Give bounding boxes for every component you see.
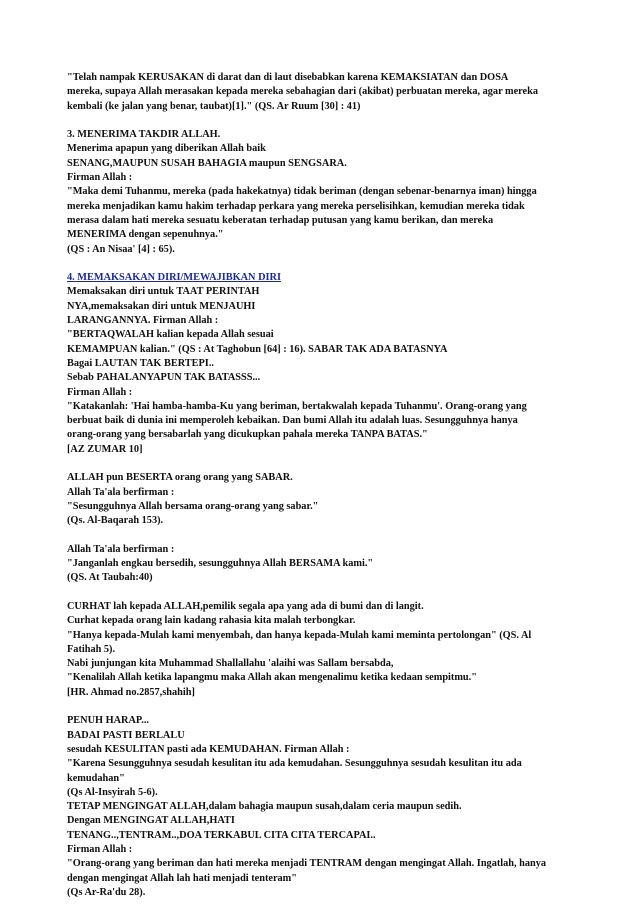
text-line: BADAI PASTI BERLALU [67,729,185,741]
text-line: dengan mengingat Allah lah hati menjadi tenteram" [67,872,297,884]
text-line: Dengan MENGINGAT ALLAH,HATI [67,815,235,827]
text-line: mereka, supaya Allah merasakan kepada mereka sebahagian dari (akibat) perbuatan mereka, agar mereka [67,86,539,98]
text-line: PENUH HARAP... [67,715,149,727]
text-line: sesudah KESULITAN pasti ada KEMUDAHAN. Firman Allah : [67,743,350,755]
text-line: "Katakanlah: 'Hai hamba-hamba-Ku yang beriman, bertakwalah kepada Tuhanmu'. Orang-orang yang [67,400,527,412]
text-line: Allah Ta'ala berfirman : [67,486,175,498]
text-line: Nabi junjungan kita Muhammad Shallallahu 'alaihi was Sallam bersabda, [67,658,394,670]
paragraph [67,71,572,114]
text-line: Firman Allah : [67,386,133,398]
text-line: [AZ ZUMAR 10] [67,443,143,455]
text-line: Curhat kepada orang lain kadang rahasia kita malah terbongkar. [67,615,356,627]
text-line: "BERTAQWALAH kalian kepada Allah sesuai [67,329,274,341]
text-line: orang-orang yang bersabarlah yang dicukupkan pahala mereka TANPA BATAS." [67,429,428,441]
text-line: "Maka demi Tuhanmu, mereka (pada hakekatnya) tidak beriman (dengan sebenar-benarnya iman) hingga [67,186,537,198]
paragraph [67,600,572,700]
text-line: Allah Ta'ala berfirman : [67,543,175,555]
text-line: Memaksakan diri untuk TAAT PERINTAH [67,286,260,298]
paragraph [67,714,572,900]
text-line: 3. MENERIMA TAKDIR ALLAH. [67,129,221,141]
text-line: "Orang-orang yang beriman dan hati mereka menjadi TENTRAM dengan mengingat Allah. Ingatlah, hanya [67,858,547,870]
text-line: "Janganlah engkau bersedih, sesungguhnya Allah BERSAMA kami." [67,558,374,570]
text-line: TENANG..,TENTRAM..,DOA TERKABUL CITA CITA TERCAPAI.. [67,829,376,841]
paragraph [67,271,572,457]
text-line: (Qs. Al-Baqarah 153). [67,515,164,527]
text-line: MENERIMA dengan sepenuhnya." [67,229,224,241]
text-line: CURHAT lah kepada ALLAH,pemilik segala apa yang ada di bumi dan di langit. [67,600,424,612]
text-line: SENANG,MAUPUN SUSAH BAHAGIA maupun SENGSARA. [67,157,347,169]
text-line: NYA,memaksakan diri untuk MENJAUHI [67,300,256,312]
text-line: "Hanya kepada-Mulah kami menyembah, dan hanya kepada-Mulah kami meminta pertolongan" (QS. Al [67,629,532,641]
text-line: Firman Allah : [67,844,133,856]
text-line: Bagai LAUTAN TAK BERTEPI.. [67,357,214,369]
text-line: Sebab PAHALANYAPUN TAK BATASSS... [67,372,261,384]
text-line: (QS : An Nisaa' [4] : 65). [67,243,175,255]
text-line: KEMAMPUAN kalian." (QS : At Taghobun [64] : 16). SABAR TAK ADA BATASNYA [67,343,448,355]
text-line: berbuat baik di dunia ini memperoleh kebaikan. Dan bumi Allah itu adalah luas. Sesungguhnya hanya [67,415,518,427]
text-line: "Telah nampak KERUSAKAN di darat dan di laut disebabkan karena KEMAKSIATAN dan DOSA [67,72,509,83]
text-line: ALLAH pun BESERTA orang orang yang SABAR. [67,472,293,484]
text-line: LARANGANNYA. Firman Allah : [67,315,219,327]
text-line: Fatihah 5). [67,643,116,655]
text-line: (QS. At Taubah:40) [67,572,153,584]
text-line: kemudahan" [67,772,125,784]
paragraph [67,471,572,528]
document-body [67,71,572,915]
text-line: mereka menjadikan kamu hakim terhadap perkara yang mereka perselisihkan, kemudian mereka tidak [67,200,525,212]
text-line: (Qs Al-Insyirah 5-6). [67,786,158,798]
section-heading-link[interactable]: 4. MEMAKSAKAN DIRI/MEWAJIBKAN DIRI [67,272,281,284]
text-line: kembali (ke jalan yang benar, taubat)[1]." (QS. Ar Ruum [30] : 41) [67,100,361,112]
paragraph [67,543,572,586]
paragraph [67,128,572,257]
text-line: merasa dalam hati mereka sesuatu keberatan terhadap putusan yang kamu berikan, dan mereka [67,214,494,226]
text-line: "Karena Sesungguhnya sesudah kesulitan itu ada kemudahan. Sesungguhnya sesudah kesulitan itu ada [67,758,522,770]
text-line: TETAP MENGINGAT ALLAH,dalam bahagia maupun susah,dalam ceria maupun sedih. [67,801,462,813]
text-line: (Qs Ar-Ra'du 28). [67,886,146,898]
text-line: "Kenalilah Allah ketika lapangmu maka Allah akan mengenalimu ketika kedaan sempitmu." [67,672,477,684]
text-line: Firman Allah : [67,172,133,184]
text-line: "Sesungguhnya Allah bersama orang-orang yang sabar." [67,500,319,512]
text-line: Menerima apapun yang diberikan Allah baik [67,143,266,155]
text-line: [HR. Ahmad no.2857,shahih] [67,686,195,698]
